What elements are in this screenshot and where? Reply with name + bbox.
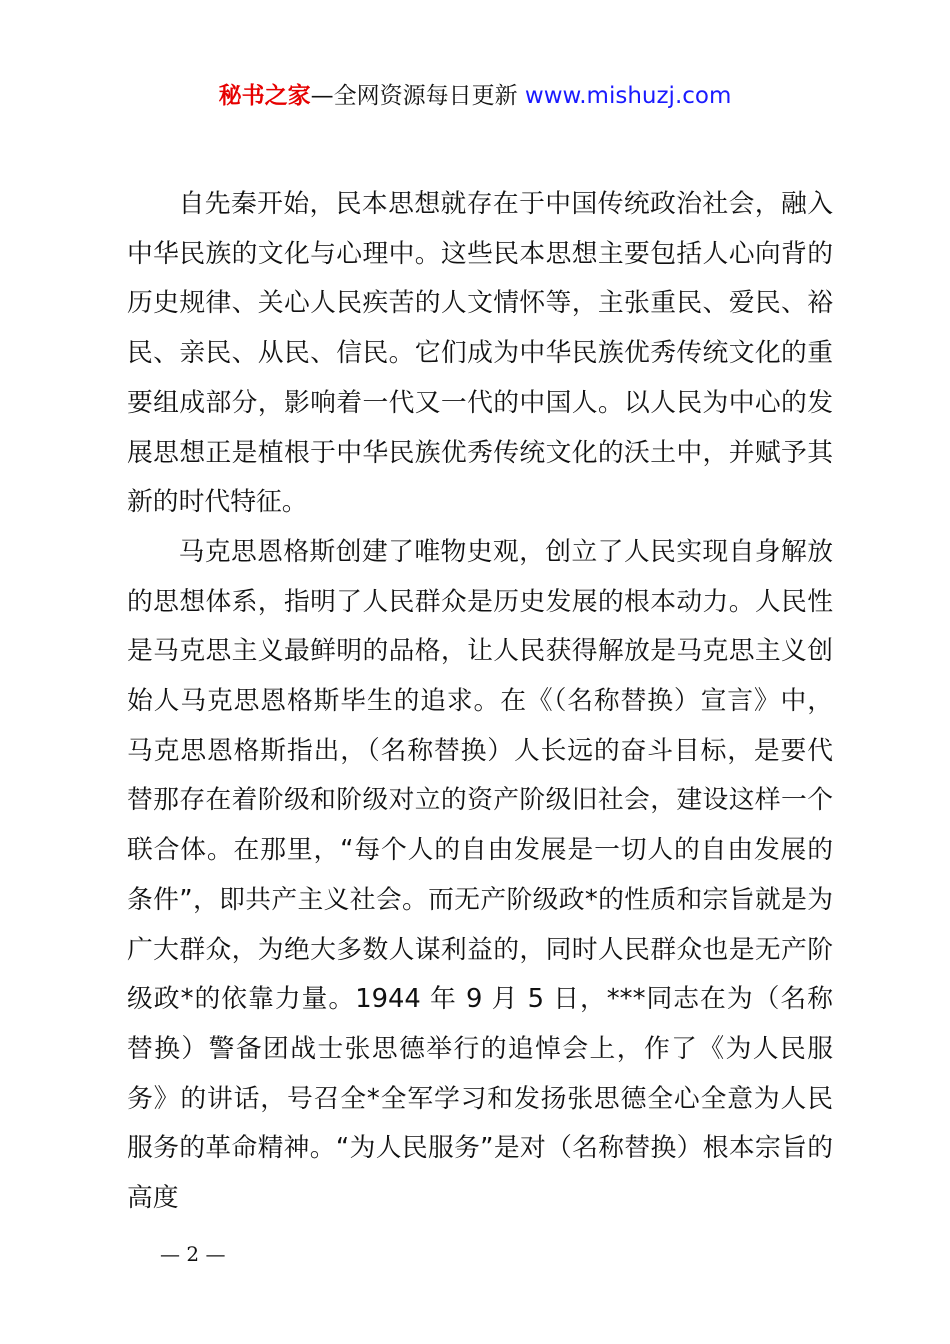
document-body <box>127 180 833 1224</box>
paragraph-minben-thought: 自先秦开始，民本思想就存在于中国传统政治社会，融入中华民族的文化与心理中。这些民本思想主要包括人心向背的历史规律、关心人民疾苦的人文情怀等，主张重民、爱民、裕民、亲民、从民、信民。它们成为中华民族优秀传统文化的重要组成部分，影响着一代又一代的中国人。以人民为中心的发展思想正是植根于中华民族优秀传统文化的沃土中，并赋予其新的时代特征。 <box>127 189 833 518</box>
site-header <box>0 80 950 112</box>
site-url-link[interactable]: www.mishuzj.com <box>524 83 732 109</box>
page-number: — 2 — <box>160 1242 226 1266</box>
brand-name: 秘书之家 <box>218 83 311 109</box>
header-tagline: —全网资源每日更新 <box>310 83 518 109</box>
paragraph-marxism: 马克思恩格斯创建了唯物史观，创立了人民实现自身解放的思想体系，指明了人民群众是历史发展的根本动力。人民性是马克思主义最鲜明的品格，让人民获得解放是马克思主义创始人马克思恩格斯毕生的追求。在《（名称替换）宣言》中，马克思恩格斯指出，（名称替换）人长远的奋斗目标，是要代替那存在着阶级和阶级对立的资产阶级旧社会，建设这样一个联合体。在那里，“每个人的自由发展是一切人的自由发展的条件”，即共产主义社会。而无产阶级政*的性质和宗旨就是为广大群众，为绝大多数人谋利益的，同时人民群众也是无产阶级政*的依靠力量。1944 年 9 月 5 日，***同志在为（名称替换）警备团战士张思德举行的追悼会上，作了《为人民服务》的讲话，号召全*全军学习和发扬张思德全心全意为人民服务的革命精神。“为人民服务”是对（名称替换）根本宗旨的高度 <box>127 536 833 1214</box>
